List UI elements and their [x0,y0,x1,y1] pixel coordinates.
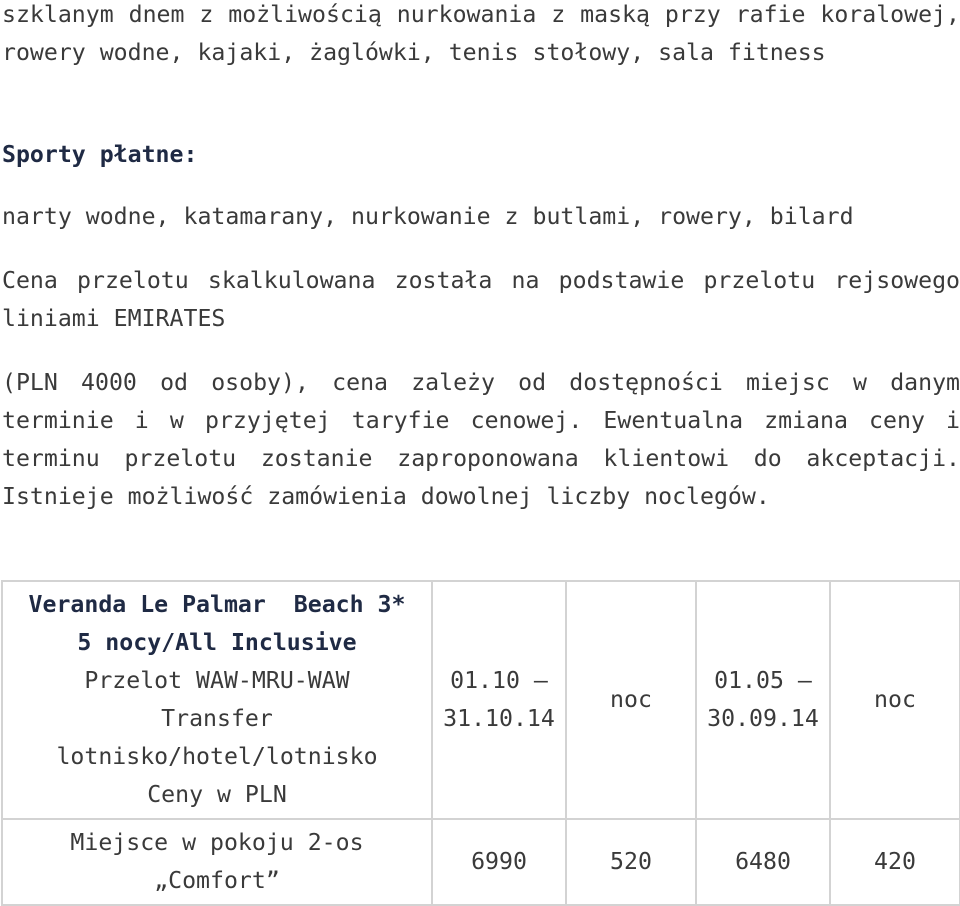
table-header-row [2,581,960,819]
paid-sports-list: narty wodne, katamarany, nurkowanie z butlami, rowery, bilard [2,203,854,230]
room-category: „Comfort” [154,867,280,894]
period2-unit: noc [830,581,960,819]
period2-price: 6480 [696,819,830,905]
room-type: Miejsce w pokoju 2-os [70,829,364,856]
room-type-cell [2,819,432,905]
period1-unit: noc [566,581,696,819]
hotel-name: Veranda Le Palmar Beach 3* [28,591,406,618]
period1-price: 6990 [432,819,566,905]
transfer-label: Transfer [161,705,273,732]
hotel-cell [2,581,432,819]
period1-cell [432,581,566,819]
period1-night-price: 520 [566,819,696,905]
currency-label: Ceny w PLN [147,781,287,808]
price-note: (PLN 4000 od osoby), cena zależy od dostępności miejsc w danym terminie i w przyjętej taryfie cenowej. Ewentualna zmiana ceny i terminu przelotu zostanie zaproponowana klientowi do akceptacji. Istnieje możliwość zamówienia dowolnej liczby noclegów. [2,369,960,510]
sports-free-text: szklanym dnem z możliwością nurkowania z maską przy rafie koralowej, rowery wodne, kajaki, żaglówki, tenis stołowy, sala fitness [2,1,960,66]
period2-from: 01.05 – [714,667,812,694]
paid-sports-heading: Sporty płatne: [2,141,198,168]
period2-night-price: 420 [830,819,960,905]
flight-note: Cena przelotu skalkulowana została na podstawie przelotu rejsowego liniami EMIRATES [2,267,960,332]
flight-route: Przelot WAW-MRU-WAW [84,667,350,694]
table-row [2,819,960,905]
period1-from: 01.10 – [450,667,548,694]
price-table [1,580,960,906]
period2-cell [696,581,830,819]
transfer-route: lotnisko/hotel/lotnisko [56,743,378,770]
period2-to: 30.09.14 [707,705,819,732]
period1-to: 31.10.14 [443,705,555,732]
stay-length: 5 nocy/All Inclusive [77,629,357,656]
